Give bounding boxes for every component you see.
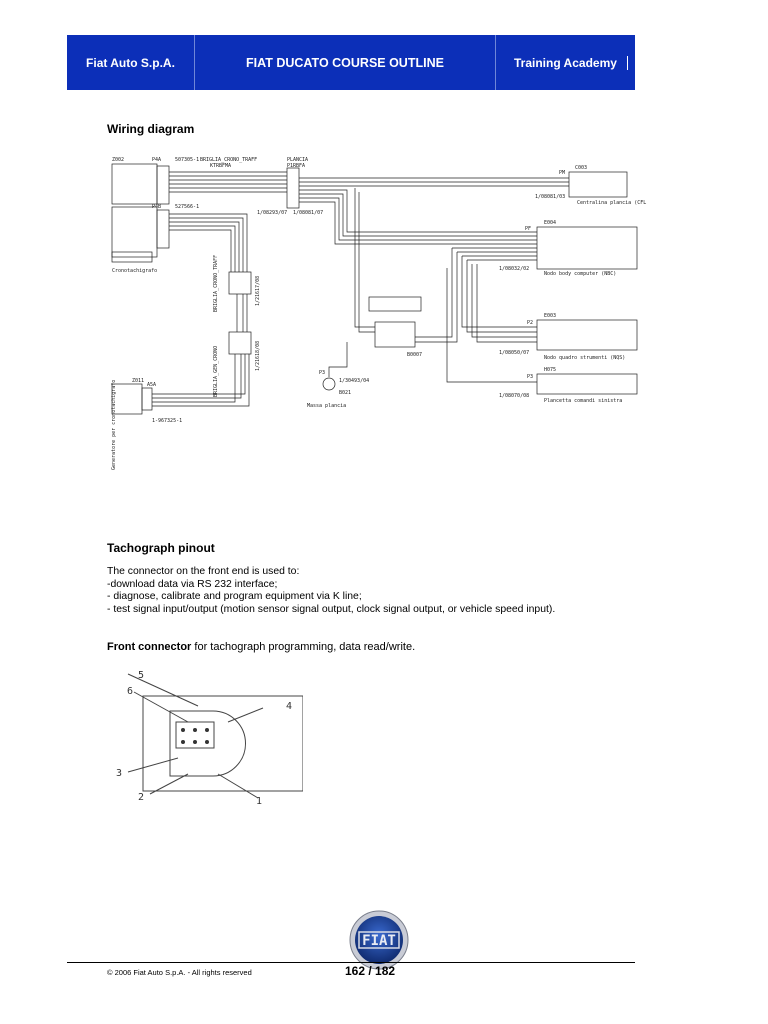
pin-label-3: 3 [116, 768, 123, 779]
label-centralina: Centralina plancia (CFL) [577, 200, 647, 206]
label-plancia: PLANCIA [287, 157, 309, 163]
logo-text: FIAT [362, 933, 396, 949]
label-plancia-sub: P1RBFA [287, 163, 306, 169]
pin-dot [181, 740, 185, 744]
document-title: FIAT DUCATO COURSE OUTLINE [195, 35, 496, 90]
desc-line-3: - diagnose, calibrate and program equipment via K line; [107, 591, 362, 603]
label-code-p3b: 1/30493/04 [339, 378, 370, 384]
connector-svg [108, 666, 303, 816]
company-name: Fiat Auto S.p.A. [67, 35, 195, 90]
label-p3: P3 [527, 374, 534, 380]
desc-line-4: - test signal input/output (motion sensor signal output, clock signal output, or vehicle speed input). [107, 603, 556, 615]
label-code-p4b: 527566-1 [175, 204, 200, 210]
label-vert2: BRIGLIA_GEN_CRONO [213, 345, 219, 397]
pin-dot [181, 728, 185, 732]
label-code-v1: 1/21617/08 [255, 275, 261, 306]
label-b0007: B0007 [407, 352, 423, 358]
label-cronotachigrafo: Cronotachigrafo [112, 268, 158, 274]
pin-dot [205, 740, 209, 744]
pin-dot [193, 740, 197, 744]
label-massa: Massa plancia [307, 403, 347, 409]
desc-line-2: -download data via RS 232 interface; [107, 578, 278, 590]
tachograph-pinout-title: Tachograph pinout [107, 541, 215, 555]
front-connector-drawing [108, 666, 303, 816]
label-h075: H075 [544, 367, 557, 373]
label-code-e003: 1/08050/07 [499, 350, 530, 356]
pin-dot [205, 728, 209, 732]
label-code-e004: 1/08032/02 [499, 266, 530, 272]
connector-pin-block [176, 722, 214, 748]
label-plancetta: Plancetta comandi sinistra [544, 398, 623, 404]
fiat-logo [349, 910, 409, 970]
label-p4a: P4A [152, 157, 162, 163]
label-e003: E003 [544, 313, 557, 319]
label-code-v2: 1/21618/08 [255, 340, 261, 371]
header-divider [627, 56, 628, 70]
label-briglia: BRIGLIA_CRONO_TRAFF [200, 157, 258, 163]
tachograph-description [107, 566, 667, 616]
pin-dot [193, 728, 197, 732]
label-b021: B021 [339, 390, 352, 396]
label-pm: PM [559, 170, 566, 176]
label-code-a5a: 1-967325-1 [152, 418, 183, 424]
label-code-mid1: 1/08293/07 [257, 210, 288, 216]
label-code-h075: 1/08070/08 [499, 393, 530, 399]
footer-divider [67, 962, 635, 963]
label-z011: Z011 [132, 378, 145, 384]
pin-label-4: 4 [286, 701, 293, 712]
pin-label-5: 5 [138, 670, 145, 681]
pin-label-2: 2 [138, 792, 145, 803]
label-generatore: Generatore per cronotachigrafo [111, 379, 117, 470]
page-number: 162 / 182 [345, 964, 396, 978]
label-code-mid2: 1/08081/07 [293, 210, 324, 216]
front-connector-caption [107, 641, 415, 653]
wiring-diagram-svg [107, 152, 647, 472]
front-connector-rest: for tachograph programming, data read/write. [191, 641, 416, 653]
page-header [67, 35, 635, 90]
front-connector-bold: Front connector [107, 641, 192, 653]
label-a5a: A5A [147, 382, 157, 388]
label-nodo-quadro: Nodo quadro strumenti (NQS) [544, 355, 626, 361]
desc-line-1: The connector on the front end is used to: [107, 566, 300, 577]
copyright-text: © 2006 Fiat Auto S.p.A. - All rights reserved [107, 968, 252, 977]
academy-cell [496, 35, 635, 90]
label-p3b: P3 [319, 370, 326, 376]
pin-label-6: 6 [127, 686, 134, 697]
label-code-c003: 1/08081/03 [535, 194, 566, 200]
label-code-p4a: 507305-1 [175, 157, 200, 163]
fiat-logo-svg [349, 910, 409, 970]
label-pf: PF [525, 226, 532, 232]
label-z002: Z002 [112, 157, 125, 163]
label-nodo-body: Nodo body computer (NBC) [544, 271, 617, 277]
label-p4b: P4B [152, 204, 162, 210]
label-c003: C003 [575, 165, 588, 171]
label-briglia-sub: KTRBFMA [210, 163, 232, 169]
label-p2: P2 [527, 320, 534, 326]
wiring-diagram [107, 152, 647, 472]
pin-label-1: 1 [256, 796, 263, 807]
academy-name: Training Academy [514, 55, 617, 70]
label-e004: E004 [544, 220, 557, 226]
wiring-diagram-title: Wiring diagram [107, 122, 195, 136]
label-vert1: BRIGLIA_CRONO_TRAFF [213, 254, 219, 312]
